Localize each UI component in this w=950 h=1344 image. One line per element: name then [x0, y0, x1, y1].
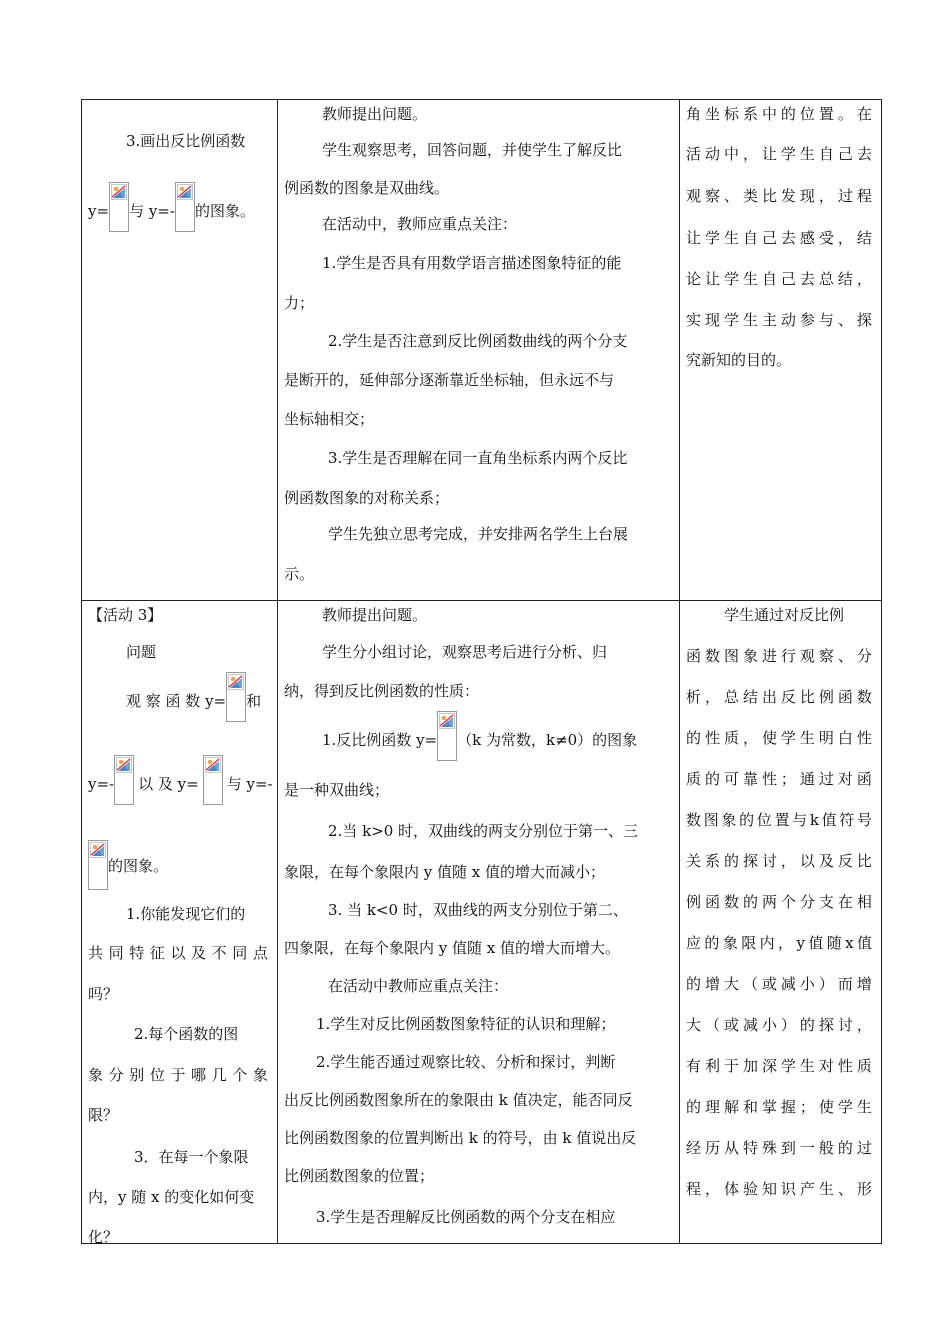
paragraph-line: 关 系 的 探 讨 ， 以 及 反 比 — [686, 852, 872, 870]
paragraph-line: 函 数 图 象 进 行 观 察 、 分 — [686, 647, 872, 665]
broken-image-icon — [88, 840, 108, 890]
question-1: 1.你能发现它们的 — [126, 905, 246, 923]
question-label: 问题 — [126, 643, 157, 661]
formula-text: 的图象。 — [108, 857, 169, 875]
paragraph-line: 在活动中教师应重点关注： — [328, 977, 509, 995]
question-2: 2.每个函数的图 — [134, 1025, 239, 1043]
paragraph-line: 3.学生是否理解反比例函数的两个分支在相应 — [316, 1208, 616, 1226]
row1-col2 — [278, 100, 680, 601]
property-1 — [322, 711, 637, 761]
paragraph-line: 学生观察思考，回答问题，并使学生了解反比 — [322, 141, 623, 159]
task-3-formula — [88, 182, 255, 232]
question-2: 象 分 别 位 于 哪 几 个 象 — [88, 1066, 268, 1084]
broken-image-icon — [109, 182, 129, 232]
paragraph-line: 学生通过对反比例 — [724, 606, 845, 624]
paragraph-line: 2.当 k>0 时，双曲线的两支分别位于第一、三 — [328, 822, 639, 840]
paragraph-line: 在活动中，教师应重点关注： — [322, 215, 518, 233]
paragraph-line: 例函数图象的对称关系； — [284, 489, 450, 507]
paragraph-line: 让 学 生 自 己 去 感 受 ， 结 — [686, 229, 872, 247]
paragraph-line: 应 的 象 限 内 ， y 值 随 x 值 — [686, 934, 872, 952]
paragraph-line: 教师提出问题。 — [322, 606, 428, 624]
paragraph-line: 1.学生是否具有用数学语言描述图象特征的能 — [322, 254, 622, 272]
paragraph-line: 出反比例函数图象所在的象限由 k 值决定，能否同反 — [284, 1091, 633, 1109]
formula-text: y=- — [88, 775, 115, 793]
paragraph-line: 例 函 数 的 两 个 分 支 在 相 — [686, 893, 872, 911]
paragraph-line: 力； — [284, 294, 315, 312]
question-1: 吗？ — [88, 985, 119, 1003]
observe-functions — [126, 672, 261, 722]
row1-col1 — [82, 100, 278, 601]
paragraph-line: 的 增 大 （ 或 减 小 ） 而 增 — [686, 975, 872, 993]
formula-text: 与 y=- — [129, 202, 175, 220]
paragraph-line: 的 性 质 ， 使 学 生 明 白 性 — [686, 729, 872, 747]
paragraph-line: 四象限，在每个象限内 y 值随 x 值的增大而增大。 — [284, 939, 621, 957]
question-3: 3．在每一个象限 — [134, 1148, 249, 1166]
paragraph-line: 有 利 于 加 深 学 生 对 性 质 — [686, 1057, 872, 1075]
formula-text: （k 为常数，k≠0）的图象 — [457, 731, 638, 749]
broken-image-icon — [437, 711, 457, 761]
broken-image-icon — [114, 755, 134, 805]
formula-text: 和 — [246, 692, 262, 710]
observe-functions-3 — [88, 840, 168, 890]
paragraph-line: 经 历 从 特 殊 到 一 般 的 过 — [686, 1139, 872, 1157]
paragraph-line: 究新知的目的。 — [686, 351, 792, 369]
question-1: 共 同 特 征 以 及 不 同 点 — [88, 944, 268, 962]
paragraph-line: 质 的 可 靠 性 ； 通 过 对 函 — [686, 770, 872, 788]
paragraph-line: 程 ， 体 验 知 识 产 生 、 形 — [686, 1180, 872, 1198]
paragraph-line: 活 动 中 ， 让 学 生 自 己 去 — [686, 145, 872, 163]
paragraph-line: 角 坐 标 系 中 的 位 置 。 在 — [686, 105, 872, 123]
paragraph-line: 比例函数图象的位置判断出 k 的符号，由 k 值说出反 — [284, 1129, 637, 1147]
paragraph-line: 的 理 解 和 掌 握 ； 使 学 生 — [686, 1098, 872, 1116]
question-3: 内，y 随 x 的变化如何变 — [88, 1188, 255, 1206]
formula-text: 1.反比例函数 y= — [322, 731, 438, 749]
paragraph-line: 2.学生是否注意到反比例函数曲线的两个分支 — [328, 332, 628, 350]
row1-col3 — [680, 100, 882, 601]
paragraph-line: 是断开的，延伸部分逐渐靠近坐标轴，但永远不与 — [284, 371, 615, 389]
lesson-plan-table — [81, 99, 882, 1244]
formula-text: 的图象。 — [194, 202, 255, 220]
formula-text: 与 y=- — [226, 775, 273, 793]
paragraph-line: 教师提出问题。 — [322, 105, 428, 123]
paragraph-line: 2.学生能否通过观察比较、分析和探讨，判断 — [316, 1053, 616, 1071]
paragraph-line: 1.学生对反比例函数图象特征的认识和理解； — [316, 1015, 616, 1033]
task-3-title: 3.画出反比例函数 — [126, 132, 246, 150]
paragraph-line: 3. 当 k<0 时，双曲线的两支分别位于第二、 — [328, 901, 628, 919]
paragraph-line: 数 图 象 的 位 置 与 k 值 符 号 — [686, 811, 872, 829]
paragraph-line: 析 ， 总 结 出 反 比 例 函 数 — [686, 688, 872, 706]
paragraph-line: 纳，得到反比例函数的性质： — [284, 682, 480, 700]
row2-col3 — [680, 601, 882, 1244]
broken-image-icon — [175, 182, 195, 232]
paragraph-line: 例函数的图象是双曲线。 — [284, 179, 450, 197]
formula-text: 观 察 函 数 y= — [126, 692, 227, 710]
paragraph-line: 实 现 学 生 主 动 参 与 、 探 — [686, 311, 872, 329]
paragraph-line: 比例函数图象的位置； — [284, 1167, 435, 1185]
formula-text: 以 及 y= — [138, 775, 199, 793]
paragraph-line: 观 察 、 类 比 发 现 ， 过 程 — [686, 187, 872, 205]
question-3: 化？ — [88, 1228, 119, 1246]
paragraph-line: 象限，在每个象限内 y 值随 x 值的增大而减小； — [284, 863, 606, 881]
paragraph-line: 3.学生是否理解在同一直角坐标系内两个反比 — [328, 449, 628, 467]
broken-image-icon — [203, 755, 223, 805]
row2-col1 — [82, 601, 278, 1244]
paragraph-line: 学生先独立思考完成，并安排两名学生上台展 — [328, 525, 629, 543]
formula-text: y= — [88, 202, 110, 220]
paragraph-line: 是一种双曲线； — [284, 781, 390, 799]
paragraph-line: 学生分小组讨论，观察思考后进行分析、归 — [322, 643, 608, 661]
paragraph-line: 论 让 学 生 自 己 去 总 结 ， — [686, 270, 872, 288]
activity-title: 【活动 3】 — [88, 606, 163, 624]
observe-functions-2 — [88, 755, 273, 805]
paragraph-line: 示。 — [284, 565, 315, 583]
row2-col2 — [278, 601, 680, 1244]
paragraph-line: 大 （ 或 减 小 ） 的 探 讨 ， — [686, 1016, 872, 1034]
broken-image-icon — [226, 672, 246, 722]
paragraph-line: 坐标轴相交； — [284, 410, 375, 428]
question-2: 限？ — [88, 1106, 119, 1124]
